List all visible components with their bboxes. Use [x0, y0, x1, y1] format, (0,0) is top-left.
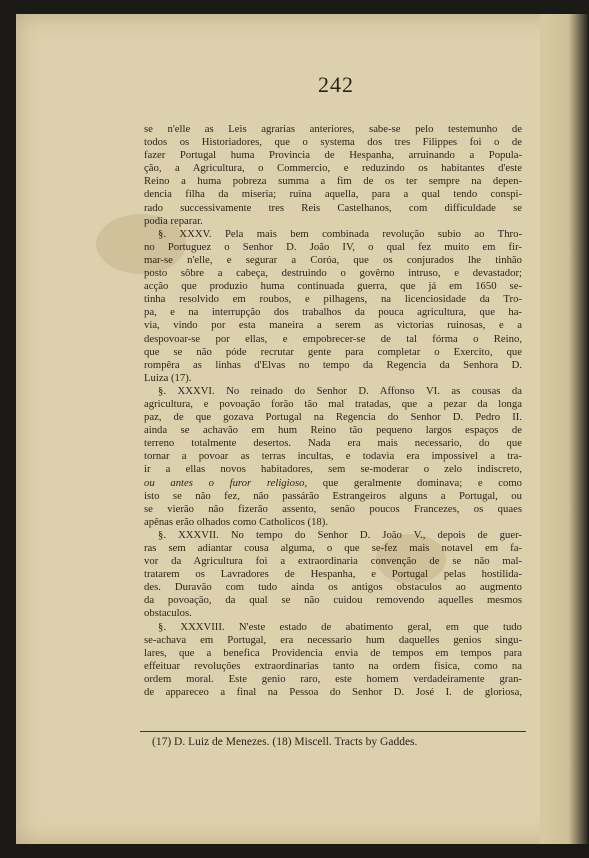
text-line: que se não póde recrutar gente para completar o Exercito, que	[144, 345, 522, 358]
text-line: ção, a Agricultura, o Commercio, e reduzindo os habitantes d'este	[144, 162, 522, 175]
text-line: despovoar-se por ellas, e empobrecer-se de tal fórma o Reino,	[144, 332, 522, 345]
text-line: apênas erão olhados como Catholicos (18).	[144, 515, 329, 528]
text-line: pa, e na interrupção dos trabalhos da pouca agricultura, que ha-	[144, 306, 522, 319]
page-number: 242	[318, 72, 354, 97]
text-line: fazer Portugal huma Provincia de Hespanha, arruinando a Popula-	[144, 149, 522, 162]
text-line: rompêra as linhas d'Elvas no tempo da Regencia da Senhora D.	[144, 358, 522, 371]
text-line: acção que produzio huma continuada guerra, que já em 1650 se-	[144, 280, 522, 293]
text-line: paz, de que gozava Portugal na Regencia do Senhor D. Pedro II.	[144, 411, 522, 424]
text-line: lares, que a benefica Providencia envia de tempos em tempos para	[144, 646, 522, 659]
text-line: tinha resolvido em roubos, e pilhagens, na licenciosidade da Tro-	[144, 293, 522, 306]
text-line: se n'elle as Leis agrarias anteriores, sabe-se pelo testemunho de	[144, 123, 522, 135]
page-edge	[540, 14, 588, 844]
body-text	[144, 123, 522, 699]
text-line: tornar a povoar as terras incultas, e todavia era impossivel a tra-	[144, 450, 522, 463]
section-heading-line: §. XXXVII. No tempo do Senhor D. João V., depois de guer-	[158, 528, 522, 541]
text-line: rado successivamente tres Reis Castelhanos, com difficuldade se	[144, 201, 522, 214]
text-fragment: , que geralmente dominava; e como	[304, 476, 522, 489]
text-line: no Portuguez o Senhor D. João IV, o qual fez muito em fir-	[144, 240, 522, 253]
text-line: Luiza (17).	[144, 371, 192, 384]
text-line: podia reparar.	[144, 214, 203, 227]
text-line: des. Duravão com tudo ainda os antigos obstaculos ao augmento	[144, 581, 522, 594]
text-line: isto se não fez, não passárão Estrangeiros alguns a Portugal, ou	[144, 489, 522, 502]
footnote-rule	[140, 731, 526, 732]
text-line: mar-se n'elle, e segurar a Coróa, que os conjurados lhe tinhão	[144, 253, 522, 266]
section-heading-line: §. XXXVI. No reinado do Senhor D. Affonso VI. as cousas da	[158, 384, 522, 397]
text-line: se vierão não fizerão assento, senão poucos Francezes, os quaes	[144, 502, 522, 515]
text-line: de appareceo a final na Pessoa do Senhor D. José I. de gloriosa,	[144, 686, 522, 699]
text-line: tratarem os Lavradores de Hespanha, e Portugal pelas hostilida-	[144, 568, 522, 581]
text-line: Reino a huma pobreza summa a fim de os ter sempre na depen-	[144, 175, 522, 188]
text-line: via, vindo por esta maneira a serem as victorias ruinosas, e a	[144, 319, 522, 332]
footnotes: (17) D. Luiz de Menezes. (18) Miscell. Tracts by Gaddes.	[152, 736, 418, 748]
text-line: obstaculos.	[144, 607, 192, 620]
section-heading-line: §. XXXV. Pela mais bem combinada revolução subio ao Thro-	[158, 227, 522, 240]
text-line: effeituar revoluções extraordinarias tanto na ordem fisica, como na	[144, 659, 522, 672]
text-line: posto sôbre a cabeça, destruindo o govêrno intruso, e devastador;	[144, 267, 522, 280]
text-line: dencia filha da miseria; ruina aquella, para a qual tendo conspi-	[144, 188, 522, 201]
italic-phrase: ou antes o furor religioso	[144, 476, 305, 489]
text-line: se-achava em Portugal, era necessario hum daquelles genios singu-	[144, 633, 522, 646]
text-line: vor da Agricultura foi a extraordinaria convenção de se não mal-	[144, 555, 522, 568]
text-line: ir a ellas novos habitadores, sem se-moderar o zelo indiscreto,	[144, 463, 522, 476]
text-line: ras sem adiantar cousa alguma, o que se-fez mais notavel em fa-	[144, 542, 522, 554]
text-line: terreno totalmente desertos. Nada era mais necessario, do que	[144, 437, 522, 450]
text-line: todos os Historiadores, que o systema dos tres Filippes foi o de	[144, 136, 522, 149]
text-line	[144, 477, 522, 490]
text-line: ainda se achavão em hum Reino tão pequeno largos espaços de	[144, 424, 522, 437]
text-line: agricultura, e povoação forão tão mal tratadas, que a pezar da longa	[144, 397, 522, 410]
text-line: ordem moral. Este genio raro, este homem verdadeiramente gran-	[144, 672, 522, 685]
text-line: da povoação, da qual se não cuidou removendo aquelles mesmos	[144, 594, 522, 607]
section-heading-line: §. XXXVIII. N'este estado de abatimento geral, em que tudo	[158, 620, 522, 633]
